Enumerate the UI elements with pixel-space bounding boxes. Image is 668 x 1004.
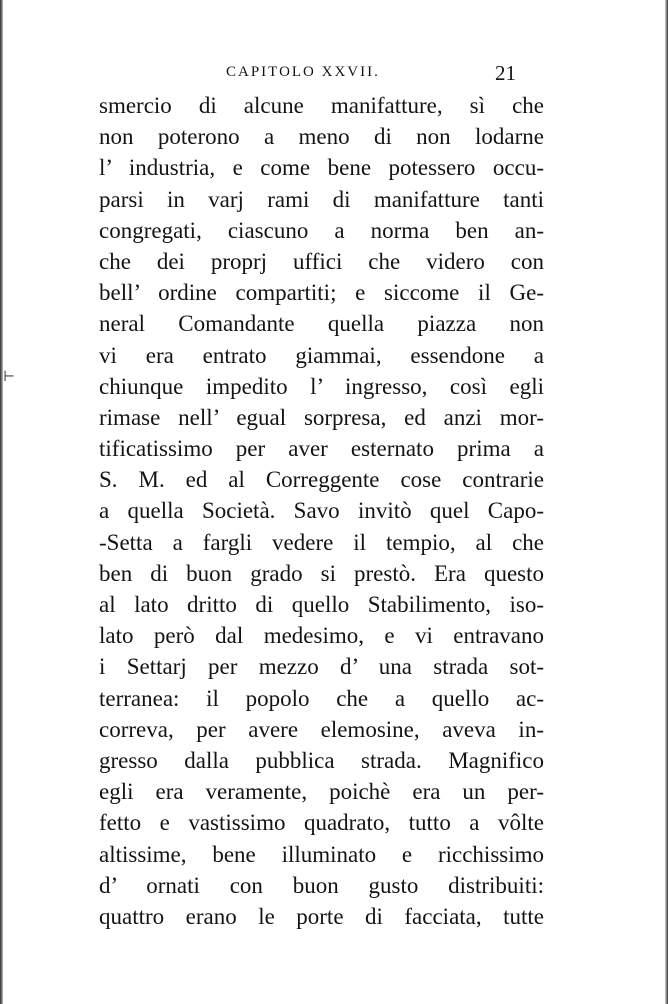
text-line: a quella Società. Savo invitò quel Capo- xyxy=(99,498,544,524)
text-line: d’ ornati con buon gusto distribuiti: xyxy=(99,872,544,898)
text-line: gresso dalla pubblica strada. Magnifico xyxy=(99,747,544,773)
text-line: quattro erano le porte di facciata, tutte xyxy=(99,903,544,929)
text-line: chiunque impedito l’ ingresso, così egli xyxy=(99,373,544,399)
text-line: neral Comandante quella piazza non xyxy=(99,311,544,337)
text-line: -Setta a fargli vedere il tempio, al che xyxy=(99,529,544,555)
text-line: i Settarj per mezzo d’ una strada sot- xyxy=(99,654,544,680)
left-page-edge xyxy=(0,0,3,1004)
page-header xyxy=(226,61,516,88)
text-line: smercio di alcune manifatture, sì che xyxy=(99,93,544,118)
text-line: S. M. ed al Correggente cose contrarie xyxy=(99,467,544,493)
text-line: altissime, bene illuminato e ricchissimo xyxy=(99,841,544,867)
text-line: vi era entrato giammai, essendone a xyxy=(99,342,544,368)
text-line: che dei proprj uffici che videro con xyxy=(99,248,544,274)
text-line: bell’ ordine compartiti; e siccome il Ge- xyxy=(99,280,544,306)
margin-mark: ⊢ xyxy=(3,369,16,385)
text-line: ben di buon grado si prestò. Era questo xyxy=(99,560,544,586)
text-line: l’ industria, e come bene potessero occu- xyxy=(99,155,544,181)
text-line: correva, per avere elemosine, aveva in- xyxy=(99,716,544,742)
running-title: CAPITOLO XXVII. xyxy=(226,64,380,80)
text-line: lato però dal medesimo, e vi entravano xyxy=(99,623,544,649)
text-line: rimase nell’ egual sorpresa, ed anzi mor- xyxy=(99,404,544,430)
text-line: tificatissimo per aver esternato prima a xyxy=(99,436,544,462)
text-line: al lato dritto di quello Stabilimento, iso- xyxy=(99,592,544,617)
text-line: egli era veramente, poichè era un per- xyxy=(99,779,544,805)
text-line: non poterono a meno di non lodarne xyxy=(99,124,544,150)
page-number: 21 xyxy=(495,61,516,85)
text-line: terranea: il popolo che a quello ac- xyxy=(99,685,544,711)
body-text xyxy=(99,90,544,932)
text-line: fetto e vastissimo quadrato, tutto a vôlte xyxy=(99,810,544,836)
text-line: parsi in varj rami di manifatture tanti xyxy=(99,186,544,212)
text-line: congregati, ciascuno a norma ben an- xyxy=(99,217,544,243)
